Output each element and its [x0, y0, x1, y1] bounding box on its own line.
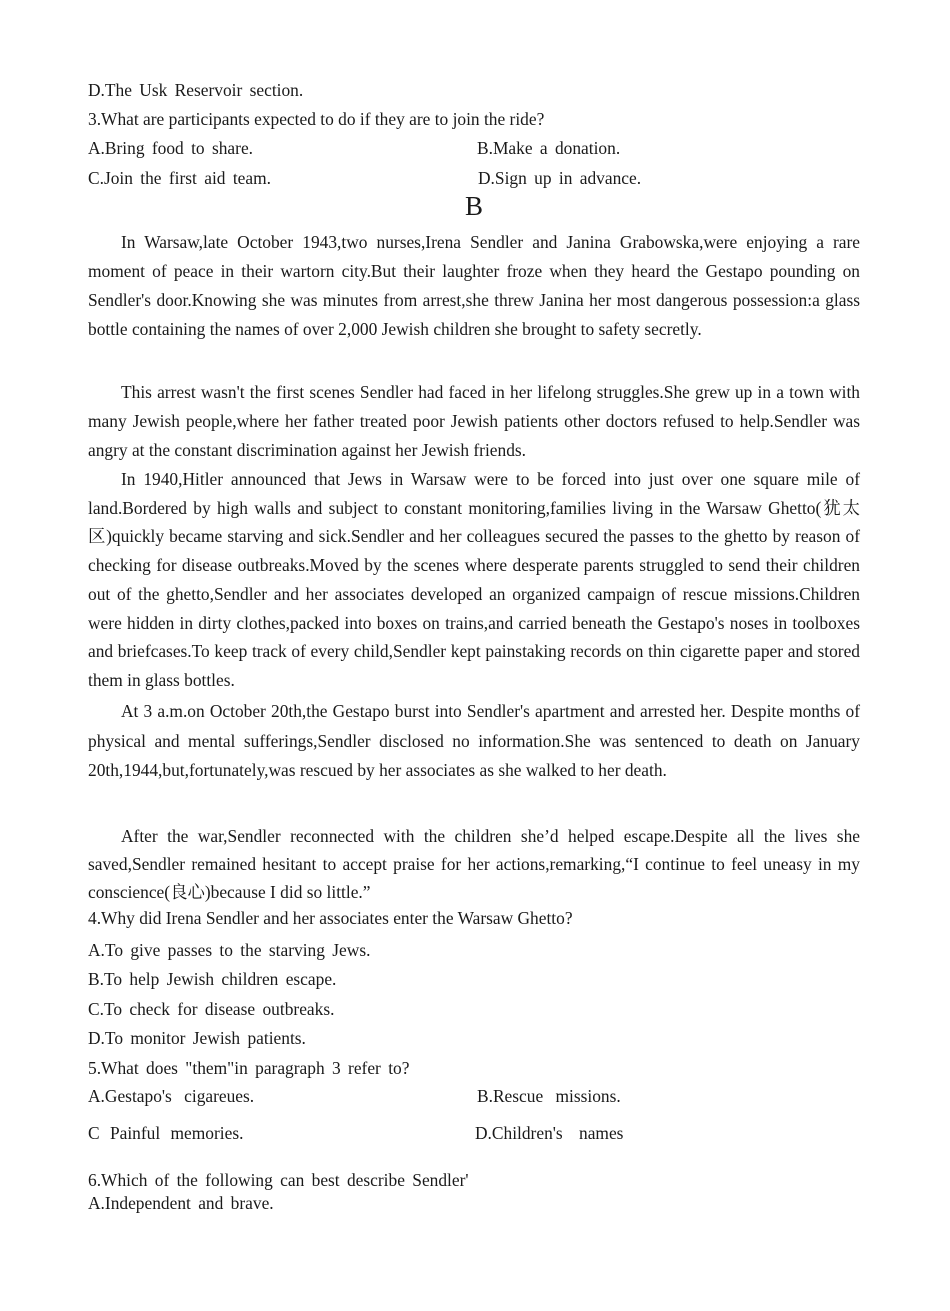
q2-option-d: D.The Usk Reservoir section.	[88, 80, 304, 100]
q3-options-row-1	[88, 136, 860, 160]
q6-question: 6.Which of the following can best describe Sendler'	[88, 1170, 469, 1190]
q4-question: 4.Why did Irena Sendler and her associates enter the Warsaw Ghetto?	[88, 908, 573, 928]
q3-question: 3.What are participants expected to do if they are to join the ride?	[88, 109, 545, 129]
q5-option-b: B.Rescue missions.	[477, 1086, 621, 1106]
section-heading: B	[464, 191, 483, 221]
q5-options-row-2	[88, 1121, 860, 1145]
q6-option-a: A.Independent and brave.	[88, 1193, 274, 1213]
q3-option-a: A.Bring food to share.	[88, 138, 254, 158]
q4-option-d: D.To monitor Jewish patients.	[88, 1028, 306, 1048]
document-page	[88, 0, 860, 1311]
paragraph-3: In 1940,Hitler announced that Jews in Warsaw were to be forced into just over one square mile of land.Bordered by high walls and subject to constant monitoring,families living in the Warsaw Ghetto(犹太区)quickly became starving and sick.Sendler and her colleagues secured the passes to the ghetto by reason of checking for disease outbreaks.Moved by the scenes where desperate parents struggled to send their children out of the ghetto,Sendler and her associates developed an organized campaign of rescue missions.Children were hidden in dirty clothes,packed into boxes on trains,and carried beneath the Gestapo's noses in toolboxes and briefcases.To keep track of every child,Sendler kept painstaking records on thin cigarette paper and stored them in glass bottles.	[88, 469, 860, 690]
paragraph-5: After the war,Sendler reconnected with the children she’d helped escape.Despite all the lives she saved,Sendler remained hesitant to accept praise for her actions,remarking,“I continue to feel uneasy in my conscience(良心)because I did so little.”	[88, 826, 860, 902]
q4-option-c: C.To check for disease outbreaks.	[88, 999, 335, 1019]
q5-option-c: C Painful memories.	[88, 1123, 244, 1143]
q3-option-c: C.Join the first aid team.	[88, 168, 271, 188]
q3-option-d: D.Sign up in advance.	[478, 168, 642, 188]
paragraph-4: At 3 a.m.on October 20th,the Gestapo burst into Sendler's apartment and arrested her. Despite months of physical and mental sufferings,Sendler disclosed no information.She was sentenced to death on January 20th,1944,but,fortunately,was rescued by her associates as she walked to her death.	[88, 701, 860, 780]
q3-options-row-2	[88, 166, 860, 190]
paragraph-2: This arrest wasn't the first scenes Sendler had faced in her lifelong struggles.She grew up in a town with many Jewish people,where her father treated poor Jewish patients other doctors refused to help.Sendler was angry at the constant discrimination against her Jewish friends.	[88, 382, 860, 460]
q5-option-a: A.Gestapo's cigareues.	[88, 1086, 255, 1106]
q4-option-a: A.To give passes to the starving Jews.	[88, 940, 371, 960]
q5-option-d: D.Children's names	[475, 1123, 624, 1143]
q5-question: 5.What does "them"in paragraph 3 refer to?	[88, 1058, 410, 1078]
q5-options-row-1	[88, 1084, 860, 1108]
paragraph-1: In Warsaw,late October 1943,two nurses,Irena Sendler and Janina Grabowska,were enjoying a rare moment of peace in their wartorn city.But their laughter froze when they heard the Gestapo pounding on Sendler's door.Knowing she was minutes from arrest,she threw Janina her most dangerous possession:a glass bottle containing the names of over 2,000 Jewish children she brought to safety secretly.	[88, 232, 860, 339]
q4-option-b: B.To help Jewish children escape.	[88, 969, 337, 989]
q3-option-b: B.Make a donation.	[477, 138, 621, 158]
